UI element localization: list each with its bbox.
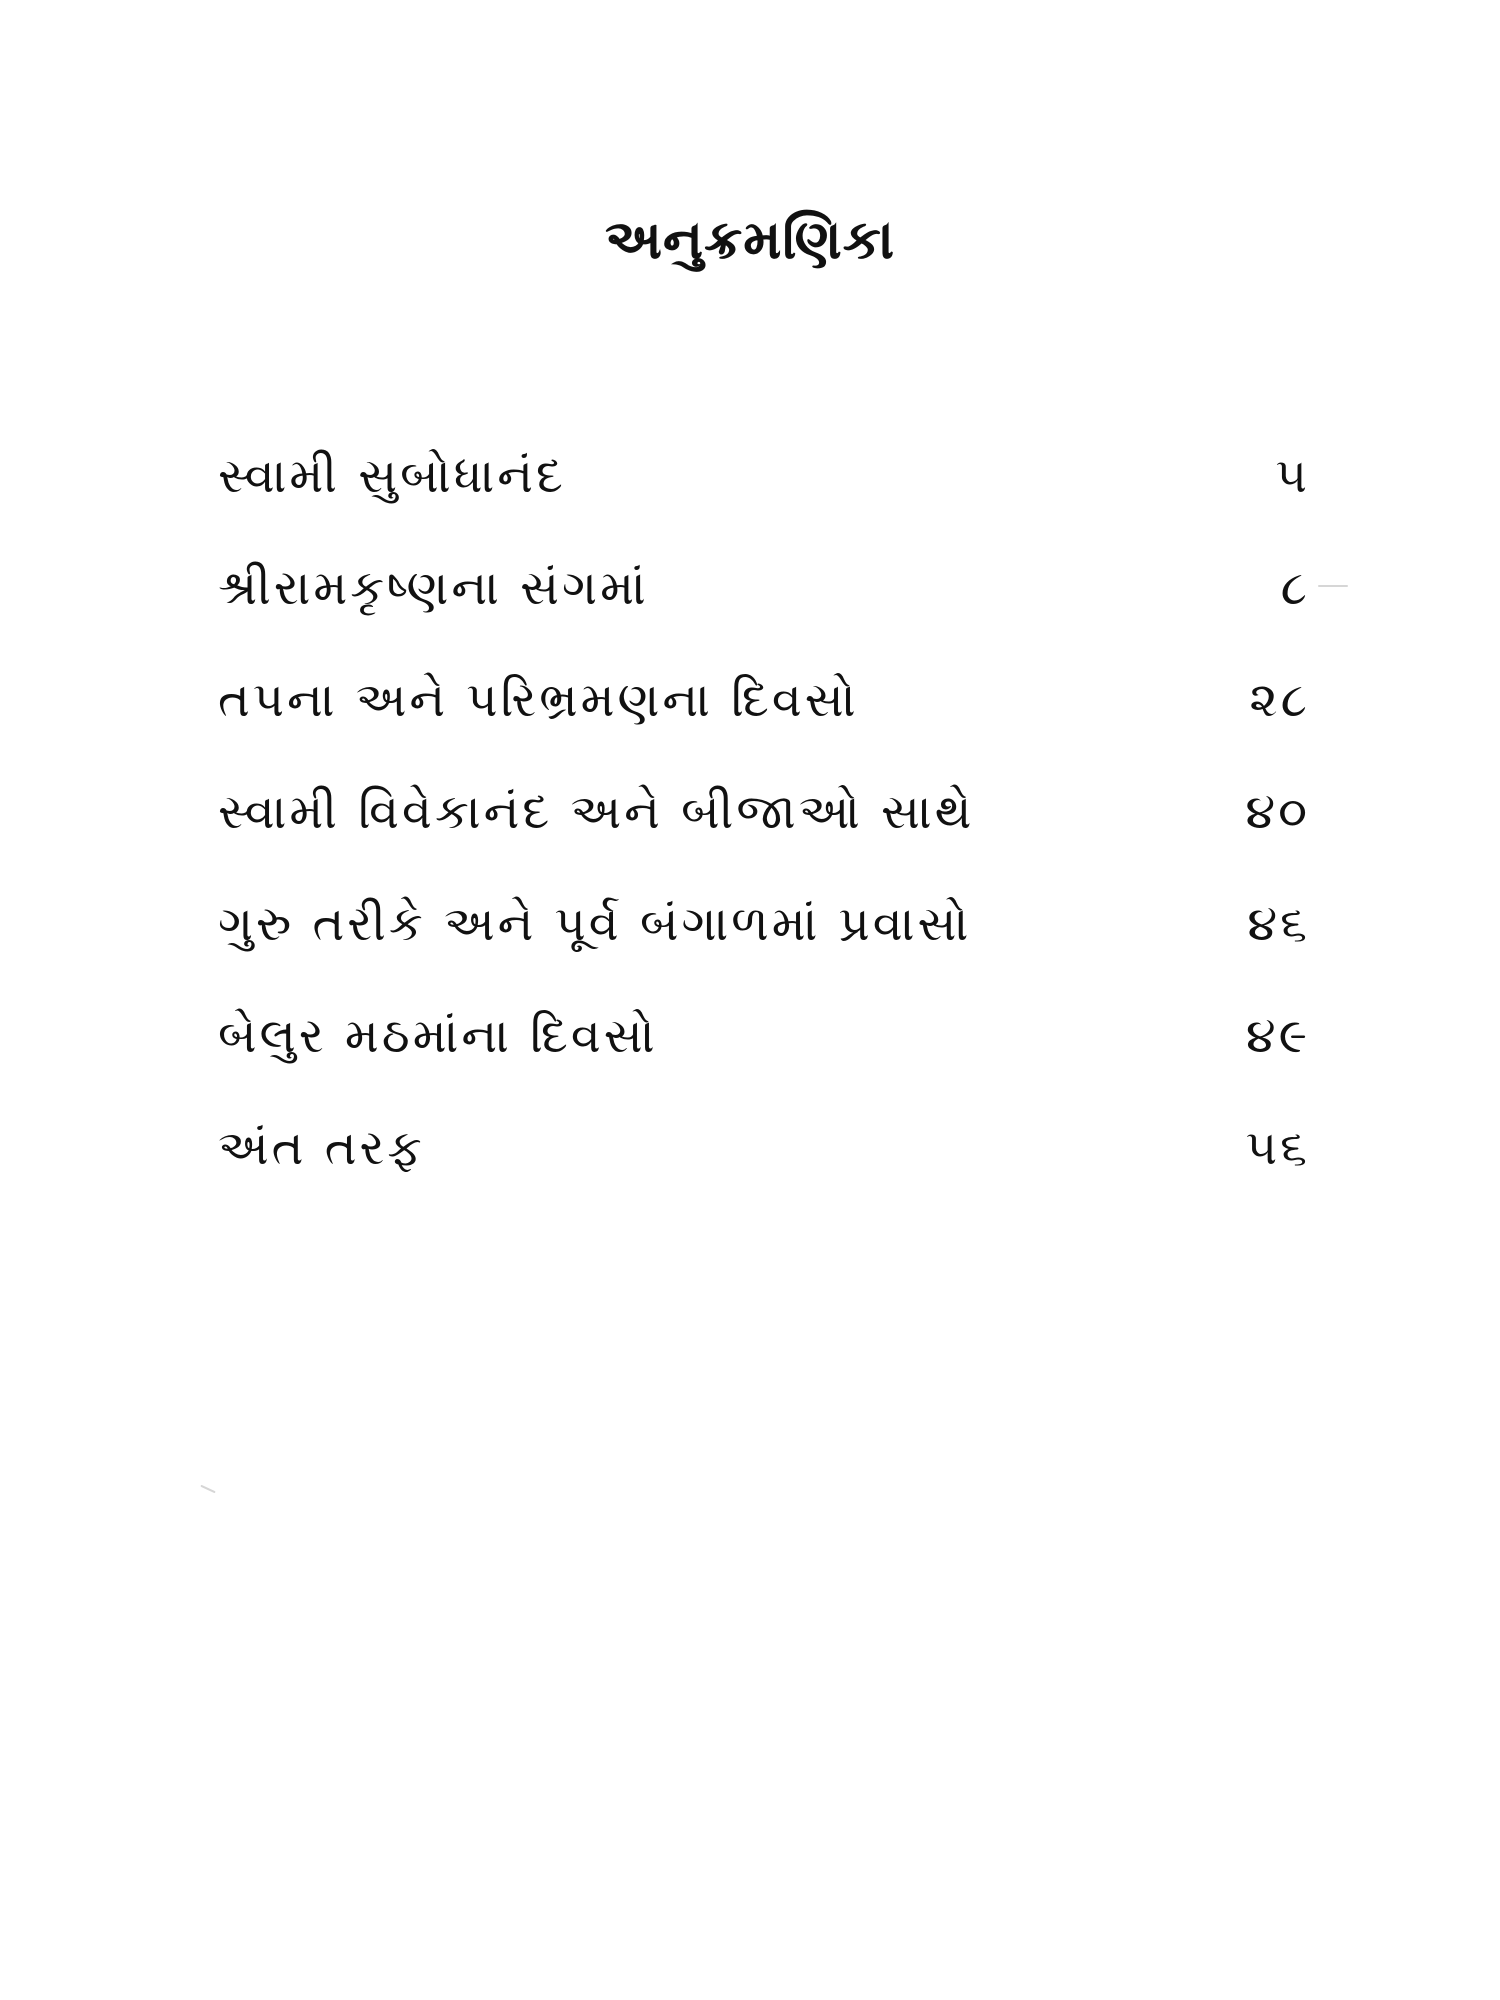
toc-entry-page-number: ૨૮ xyxy=(1249,671,1310,728)
toc-entry-title: તપના અને પરિભ્રમણના દિવસો xyxy=(218,671,859,728)
toc-entry-title: શ્રીરામકૃષ્ણના સંગમાં xyxy=(218,559,649,616)
toc-entry xyxy=(218,868,1310,980)
toc-entry xyxy=(218,1092,1310,1204)
toc-entry-page-number: ૫ xyxy=(1275,447,1310,504)
toc-entry-title: સ્વામી વિવેકાનંદ અને બીજાઓ સાથે xyxy=(218,783,975,840)
toc-entry-title: ગુરુ તરીકે અને પૂર્વ બંગાળમાં પ્રવાસો xyxy=(218,895,972,952)
toc-entry xyxy=(218,420,1310,532)
toc-entry-page-number: ૫૬ xyxy=(1245,1119,1310,1176)
toc-entry-title: સ્વામી સુબોધાનંદ xyxy=(218,447,566,504)
toc-entry-title: અંત તરફ xyxy=(218,1119,425,1176)
toc-entry xyxy=(218,756,1310,868)
toc-entry-page-number: ૪૬ xyxy=(1247,895,1310,952)
toc-entry-page-number: ૪૦ xyxy=(1245,783,1310,840)
toc-entry-page-number: ૮ xyxy=(1280,559,1310,616)
scan-speck xyxy=(1318,585,1348,587)
toc-entry-title: બેલુર મઠમાંના દિવસો xyxy=(218,1007,658,1064)
scan-speck xyxy=(200,1485,215,1494)
toc-entry xyxy=(218,644,1310,756)
toc-entry xyxy=(218,532,1310,644)
page-title: અનુક્રમણિકા xyxy=(604,208,896,271)
table-of-contents xyxy=(218,420,1310,1204)
toc-entry-page-number: ૪૯ xyxy=(1245,1007,1310,1064)
toc-entry xyxy=(218,980,1310,1092)
